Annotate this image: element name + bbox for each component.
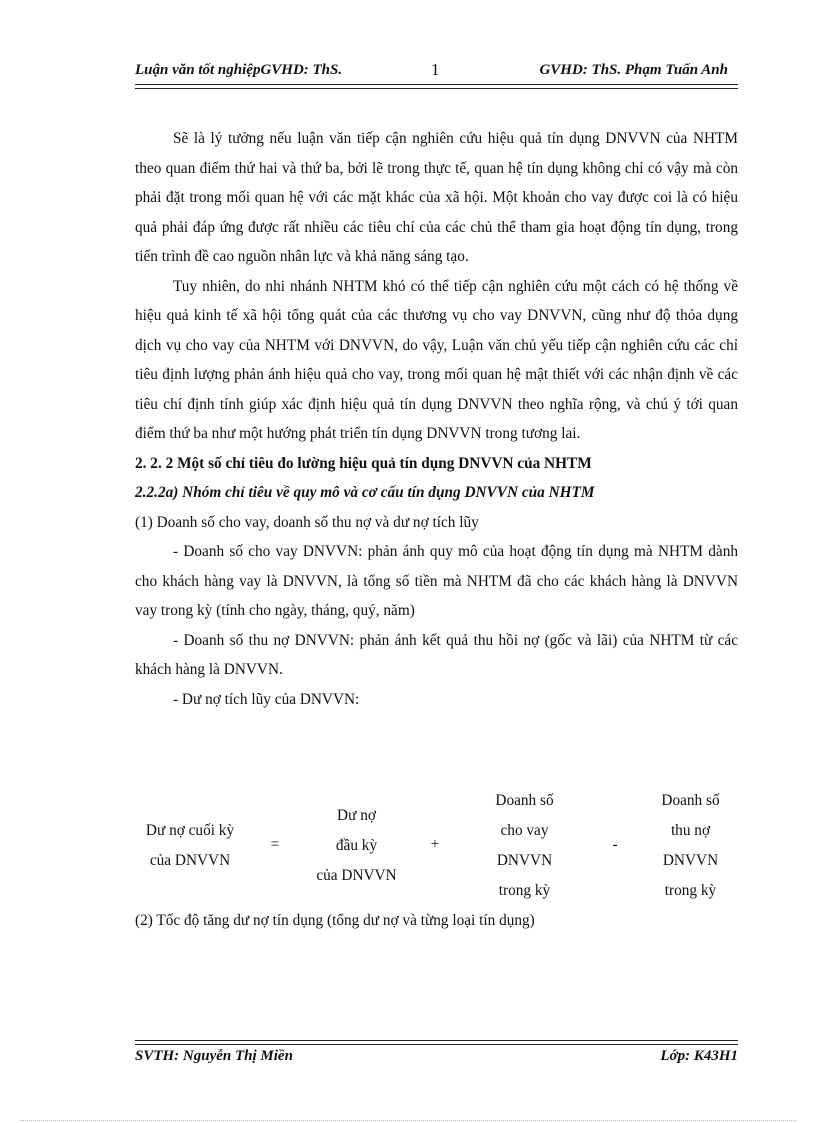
formula-term-opening <box>299 801 414 891</box>
list-item: (1) Doanh số cho vay, doanh số thu nợ và dư nợ tích lũy <box>135 513 479 531</box>
page-number: 1 <box>431 60 440 79</box>
formula-text: Dư nợ <box>337 807 376 824</box>
formula-term-disbursed <box>477 786 572 906</box>
header-rule-thin <box>135 88 738 89</box>
formula-term-collected <box>643 786 738 906</box>
footer-student: SVTH: Nguyễn Thị Miền <box>135 1048 293 1064</box>
bullet-item: - Doanh số thu nợ DNVVN: phản ánh kết quả thu hồi nợ (gốc và lãi) của NHTM từ các khách hàng là DNVVN. <box>135 631 738 678</box>
subsection-heading: 2.2.2a) Nhóm chỉ tiêu về quy mô và cơ cấu tín dụng DNVVN của NHTM <box>135 484 595 501</box>
footer-rule-thick <box>135 1044 738 1045</box>
formula-lhs <box>135 816 245 876</box>
formula-text: Doanh số <box>661 792 720 809</box>
document-body-continued <box>135 906 738 936</box>
formula-text: Dư nợ cuối kỳ <box>145 822 235 839</box>
bullet-item: - Doanh số cho vay DNVVN: phản ánh quy mô của hoạt động tín dụng mà NHTM dành cho khách hàng vay là DNVVN, là tổng số tiền mà NHTM đã cho các khách hàng là DNVVN vay trong kỳ (tính cho ngày, tháng, quý, năm) <box>135 543 738 619</box>
formula-text: cho vay <box>500 822 549 839</box>
formula-text: của DNVVN <box>149 852 231 869</box>
header-rule-thick <box>135 84 738 85</box>
formula-text: thu nợ <box>670 822 711 839</box>
minus-sign: - <box>612 836 618 853</box>
formula-text: Doanh số <box>495 792 554 809</box>
header-left-text: Luận văn tốt nghiệpGVHD: ThS. <box>135 62 343 78</box>
formula-text: trong kỳ <box>498 882 551 899</box>
formula-text: DNVVN <box>496 852 553 869</box>
footer-class: Lớp: K43H1 <box>660 1048 738 1064</box>
formula-text: đầu kỳ <box>335 837 378 854</box>
list-item: (2) Tốc độ tăng dư nợ tín dụng (tổng dư nợ và từng loại tín dụng) <box>135 912 535 929</box>
footer-rule-thin <box>135 1040 738 1041</box>
page-footer <box>135 1046 738 1068</box>
formula-text: trong kỳ <box>664 882 717 899</box>
header-right-text: GVHD: ThS. Phạm Tuấn Anh <box>539 62 728 78</box>
balance-formula <box>135 786 738 906</box>
page-header <box>135 58 738 84</box>
page-edge-divider <box>20 1120 796 1121</box>
formula-text: của DNVVN <box>316 867 397 884</box>
paragraph: Tuy nhiên, do nhi nhánh NHTM khó có thể tiếp cận nghiên cứu một cách có hệ thống về hiệu quả kinh tế xã hội tổng quát của các thương vụ cho vay DNVVN, cũng như độ thỏa dụng dịch vụ cho vay của NHTM với DNVVN, do vậy, Luận văn chủ yếu tiếp cận nghiên cứu các chỉ tiêu định lượng phản ánh hiệu quả cho vay, trong mối quan hệ mật thiết với các nhận định về các tiêu chí định tính giúp xác định hiệu quả tín dụng DNVVN theo nghĩa rộng, và chú ý tới quan điểm thứ ba như một hướng phát triển tín dụng DNVVN trong tương lai. <box>135 277 738 442</box>
equals-sign: = <box>270 836 280 853</box>
plus-sign: + <box>430 836 440 853</box>
paragraph: Sẽ là lý tưởng nếu luận văn tiếp cận nghiên cứu hiệu quả tín dụng DNVVN của NHTM theo quan điểm thứ hai và thứ ba, bởi lẽ trong thực tế, quan hệ tín dụng không chỉ có vậy mà còn phải đặt trong mối quan hệ với các mặt khác của xã hội. Một khoản cho vay được coi là có hiệu quả phải đáp ứng được rất nhiều các tiêu chí của các chủ thể tham gia hoạt động tín dụng, trong tiến trình đề cao nguồn nhân lực và khả năng sáng tạo. <box>135 130 738 265</box>
formula-text: DNVVN <box>662 852 719 869</box>
document-body <box>135 124 738 714</box>
bullet-item: - Dư nợ tích lũy của DNVVN: <box>173 690 360 708</box>
section-heading: 2. 2. 2 Một số chỉ tiêu đo lường hiệu quả tín dụng DNVVN của NHTM <box>135 454 592 472</box>
